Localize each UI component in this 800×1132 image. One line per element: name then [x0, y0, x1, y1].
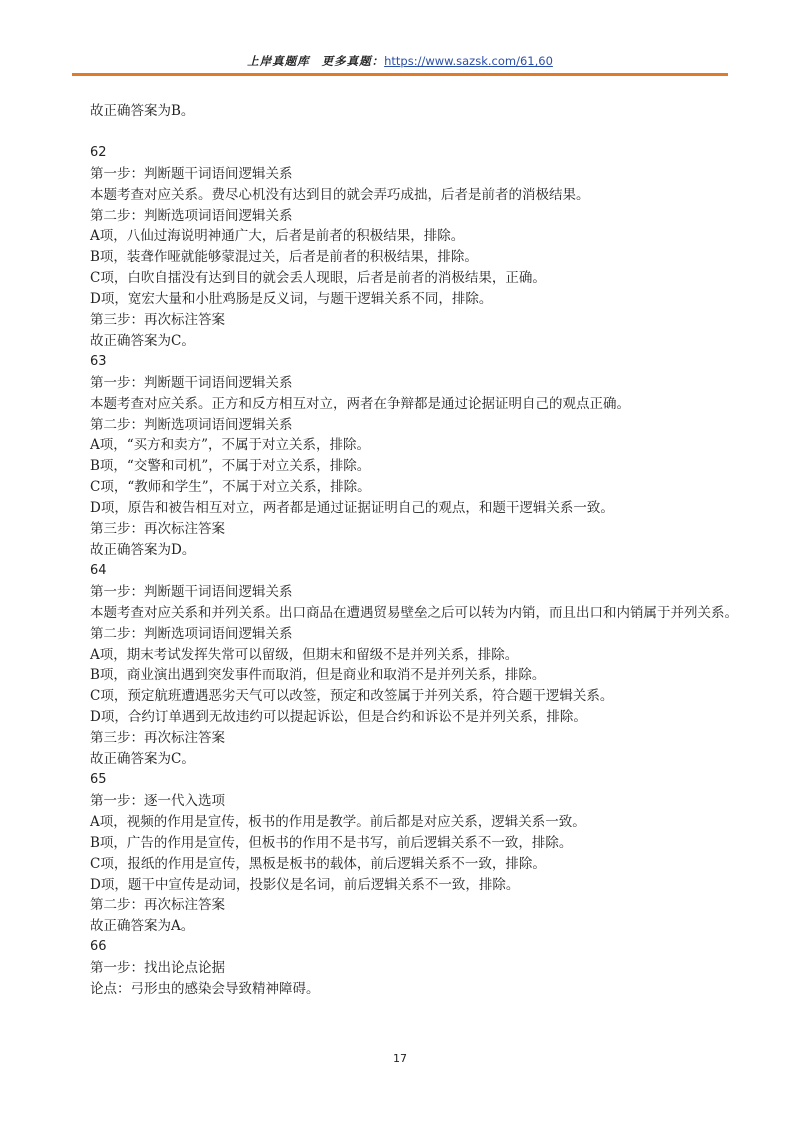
- option-a: A项，“买方和卖方”，不属于对立关系，排除。: [90, 437, 371, 454]
- step-heading: 第二步：判断选项词语间逻辑关系: [90, 416, 293, 433]
- page-header: [0, 54, 800, 68]
- analysis-text: 本题考查对应关系和并列关系。出口商品在遭遇贸易壁垒之后可以转为内销，而且出口和内销属于并列关系。: [90, 604, 738, 621]
- step-heading: 第一步：判断题干词语间逻辑关系: [90, 583, 293, 600]
- claim-text: 论点：弓形虫的感染会导致精神障碍。: [90, 981, 320, 998]
- step-heading: 第一步：判断题干词语间逻辑关系: [90, 374, 293, 391]
- option-c: C项，白吹自擂没有达到目的就会丢人现眼，后者是前者的消极结果，正确。: [90, 270, 546, 287]
- conclusion-line: 故正确答案为B。: [90, 103, 195, 119]
- answer-line: 故正确答案为D。: [90, 542, 196, 559]
- step-heading: 第二步：再次标注答案: [90, 897, 225, 914]
- step-heading: 第一步：找出论点论据: [90, 960, 225, 977]
- option-b: B项，“交警和司机”，不属于对立关系，排除。: [90, 458, 371, 475]
- answer-line: 故正确答案为A。: [90, 918, 195, 935]
- question-number: 64: [90, 562, 107, 578]
- step-heading: 第一步：判断题干词语间逻辑关系: [90, 165, 293, 182]
- header-divider: [72, 73, 728, 76]
- step-heading: 第二步：判断选项词语间逻辑关系: [90, 625, 293, 642]
- document-body: [90, 101, 740, 1000]
- question-number: 63: [90, 353, 107, 369]
- question-number: 66: [90, 939, 107, 955]
- option-c: C项，“教师和学生”，不属于对立关系，排除。: [90, 479, 371, 496]
- analysis-text: 本题考查对应关系。正方和反方相互对立，两者在争辩都是通过论据证明自己的观点正确。: [90, 395, 630, 412]
- page-number: 17: [393, 1052, 407, 1065]
- answer-line: 故正确答案为C。: [90, 751, 195, 768]
- answer-line: 故正确答案为C。: [90, 332, 195, 349]
- option-d: D项，宽宏大量和小肚鸡肠是反义词，与题干逻辑关系不同，排除。: [90, 291, 493, 308]
- step-heading: 第一步：逐一代入选项: [90, 792, 225, 809]
- option-b: B项，商业演出遇到突发事件而取消，但是商业和取消不是并列关系，排除。: [90, 667, 546, 684]
- header-link[interactable]: https://www.sazsk.com/61,60: [384, 54, 553, 68]
- step-heading: 第三步：再次标注答案: [90, 312, 225, 329]
- question-number: 65: [90, 771, 107, 787]
- step-heading: 第三步：再次标注答案: [90, 521, 225, 538]
- question-number: 62: [90, 144, 107, 160]
- option-d: D项，题干中宣传是动词，投影仪是名词，前后逻辑关系不一致，排除。: [90, 876, 520, 893]
- option-d: D项，原告和被告相互对立，两者都是通过证据证明自己的观点，和题干逻辑关系一致。: [90, 500, 614, 517]
- option-b: B项，广告的作用是宣传，但板书的作用不是书写，前后逻辑关系不一致，排除。: [90, 834, 573, 851]
- option-c: C项，报纸的作用是宣传，黑板是板书的载体，前后逻辑关系不一致，排除。: [90, 855, 546, 872]
- option-a: A项，视频的作用是宣传，板书的作用是教学。前后都是对应关系，逻辑关系一致。: [90, 813, 586, 830]
- option-d: D项，合约订单遇到无故违约可以提起诉讼，但是合约和诉讼不是并列关系，排除。: [90, 709, 587, 726]
- header-brand: 上岸真题库: [247, 54, 310, 68]
- header-more-label: 更多真题：: [321, 54, 385, 68]
- option-a: A项，八仙过海说明神通广大，后者是前者的积极结果，排除。: [90, 228, 465, 245]
- option-a: A项，期末考试发挥失常可以留级，但期末和留级不是并列关系，排除。: [90, 646, 519, 663]
- analysis-text: 本题考查对应关系。费尽心机没有达到目的就会弄巧成拙，后者是前者的消极结果。: [90, 186, 590, 203]
- step-heading: 第三步：再次标注答案: [90, 730, 225, 747]
- option-c: C项，预定航班遭遇恶劣天气可以改签，预定和改签属于并列关系，符合题干逻辑关系。: [90, 688, 614, 705]
- option-b: B项，装聋作哑就能够蒙混过关，后者是前者的积极结果，排除。: [90, 249, 478, 266]
- step-heading: 第二步：判断选项词语间逻辑关系: [90, 207, 293, 224]
